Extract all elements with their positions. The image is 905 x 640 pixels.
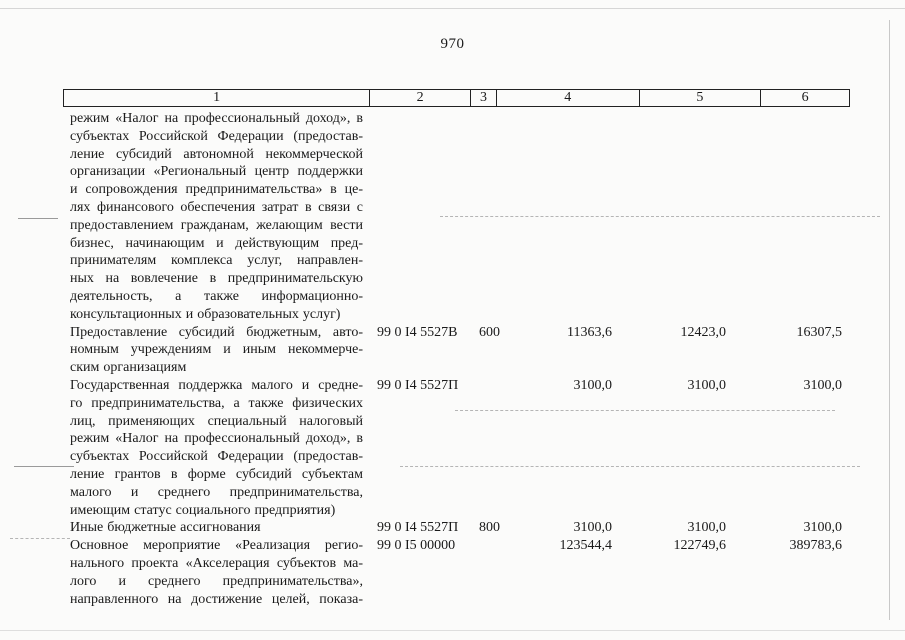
desc-line: организации «Региональный центр поддержки: [70, 164, 363, 180]
amount-col5: 122749,6: [673, 538, 726, 554]
target-article-code: 99 0 I4 5527П: [377, 377, 459, 393]
scan-artifact-line: [0, 8, 905, 9]
table-row: [70, 537, 870, 608]
desc-line: консультационных и образовательных услуг): [70, 306, 341, 322]
amount-col4: 123544,4: [559, 538, 612, 554]
desc-line: принимателям комплекса услуг, направлен-: [70, 253, 363, 269]
row-description: [70, 324, 363, 377]
row-description: [70, 110, 363, 324]
amount-col4: 3100,0: [573, 520, 612, 536]
row-description: [70, 519, 363, 537]
amount-col6: 3100,0: [803, 520, 842, 536]
amount-col5: 12423,0: [680, 324, 726, 340]
column-header-6: 6: [801, 90, 809, 105]
desc-line: нального проекта «Акселерация субъектов ма-: [70, 555, 363, 571]
desc-line: ление субсидий автономной некоммерческой: [70, 146, 363, 162]
amount-col6: 16307,5: [796, 324, 842, 340]
desc-line: режим «Налог на профессиональный доход», в: [70, 111, 363, 126]
desc-line: малого и среднего предпринимательства,: [70, 484, 363, 500]
page-number: 970: [440, 36, 465, 52]
column-header-2: 2: [370, 90, 471, 106]
table-row: [70, 324, 870, 377]
expense-type-code: 800: [479, 520, 500, 536]
scan-artifact-dash: [455, 410, 835, 412]
scan-artifact-edge: [889, 20, 890, 620]
budget-table-body: [70, 110, 870, 608]
desc-line: имеющим статус социального предприятия): [70, 502, 336, 518]
column-header-1: 1: [64, 90, 370, 106]
desc-line: лиц, применяющих специальный налоговый: [70, 413, 363, 429]
desc-line: го предпринимательства, а также физических: [70, 395, 363, 411]
amount-col4: 11363,6: [567, 324, 612, 340]
target-article-code: 99 0 I4 5527В: [377, 324, 458, 340]
amount-col4: 3100,0: [573, 377, 612, 393]
desc-line: Основное мероприятие «Реализация регио-: [70, 538, 363, 554]
desc-line: субъектах Российской Федерации (предостав-: [70, 128, 363, 144]
scan-artifact-line: [18, 218, 58, 219]
column-header-5: 5: [640, 90, 762, 106]
target-article-code: 99 0 I4 5527П: [377, 520, 459, 536]
row-description: [70, 537, 363, 608]
desc-line: ление грантов в форме субсидий субъектам: [70, 466, 363, 482]
desc-line: предоставлением гражданам, желающим вести: [70, 217, 363, 233]
desc-line: и сопровождения предпринимательства» в це-: [70, 182, 363, 198]
desc-line: ных на вовлечение в предпринимательскую: [70, 271, 363, 287]
desc-line: направленного на достижение целей, показа-: [70, 591, 363, 607]
amount-col6: 3100,0: [803, 377, 842, 393]
desc-line: бизнес, начинающим и действующим пред-: [70, 235, 363, 251]
scan-artifact-dash: [10, 538, 70, 540]
scan-artifact-dash: [400, 466, 860, 468]
amount-col6: 389783,6: [789, 538, 842, 554]
desc-line: субъектах Российской Федерации (предостав-: [70, 449, 363, 465]
desc-line: Государственная поддержка малого и средне-: [70, 377, 363, 393]
row-description: [70, 377, 363, 519]
desc-line: номным учреждениям и иным некоммерче-: [70, 342, 363, 358]
amount-col5: 3100,0: [687, 377, 726, 393]
amount-col5: 3100,0: [687, 520, 726, 536]
desc-line: Иные бюджетные ассигнования: [70, 520, 261, 536]
column-header-4: 4: [497, 90, 640, 106]
scan-artifact-line: [14, 466, 74, 467]
table-row: [70, 377, 870, 519]
expense-type-code: 600: [479, 324, 500, 340]
desc-line: Предоставление субсидий бюджетным, авто-: [70, 324, 363, 340]
column-header-3: 3: [471, 90, 497, 106]
scan-artifact-dash: [440, 216, 880, 218]
desc-line: ским организациям: [70, 360, 187, 376]
table-header-row: [63, 89, 850, 107]
scan-artifact-line: [0, 630, 905, 631]
desc-line: лях финансового обеспечения затрат в связи с: [70, 199, 363, 215]
desc-line: лого и среднего предпринимательства»,: [70, 573, 363, 589]
desc-line: режим «Налог на профессиональный доход», в: [70, 431, 363, 447]
desc-line: деятельность, а также информационно-: [70, 288, 363, 304]
table-row: [70, 519, 870, 537]
target-article-code: 99 0 I5 00000: [377, 538, 456, 554]
